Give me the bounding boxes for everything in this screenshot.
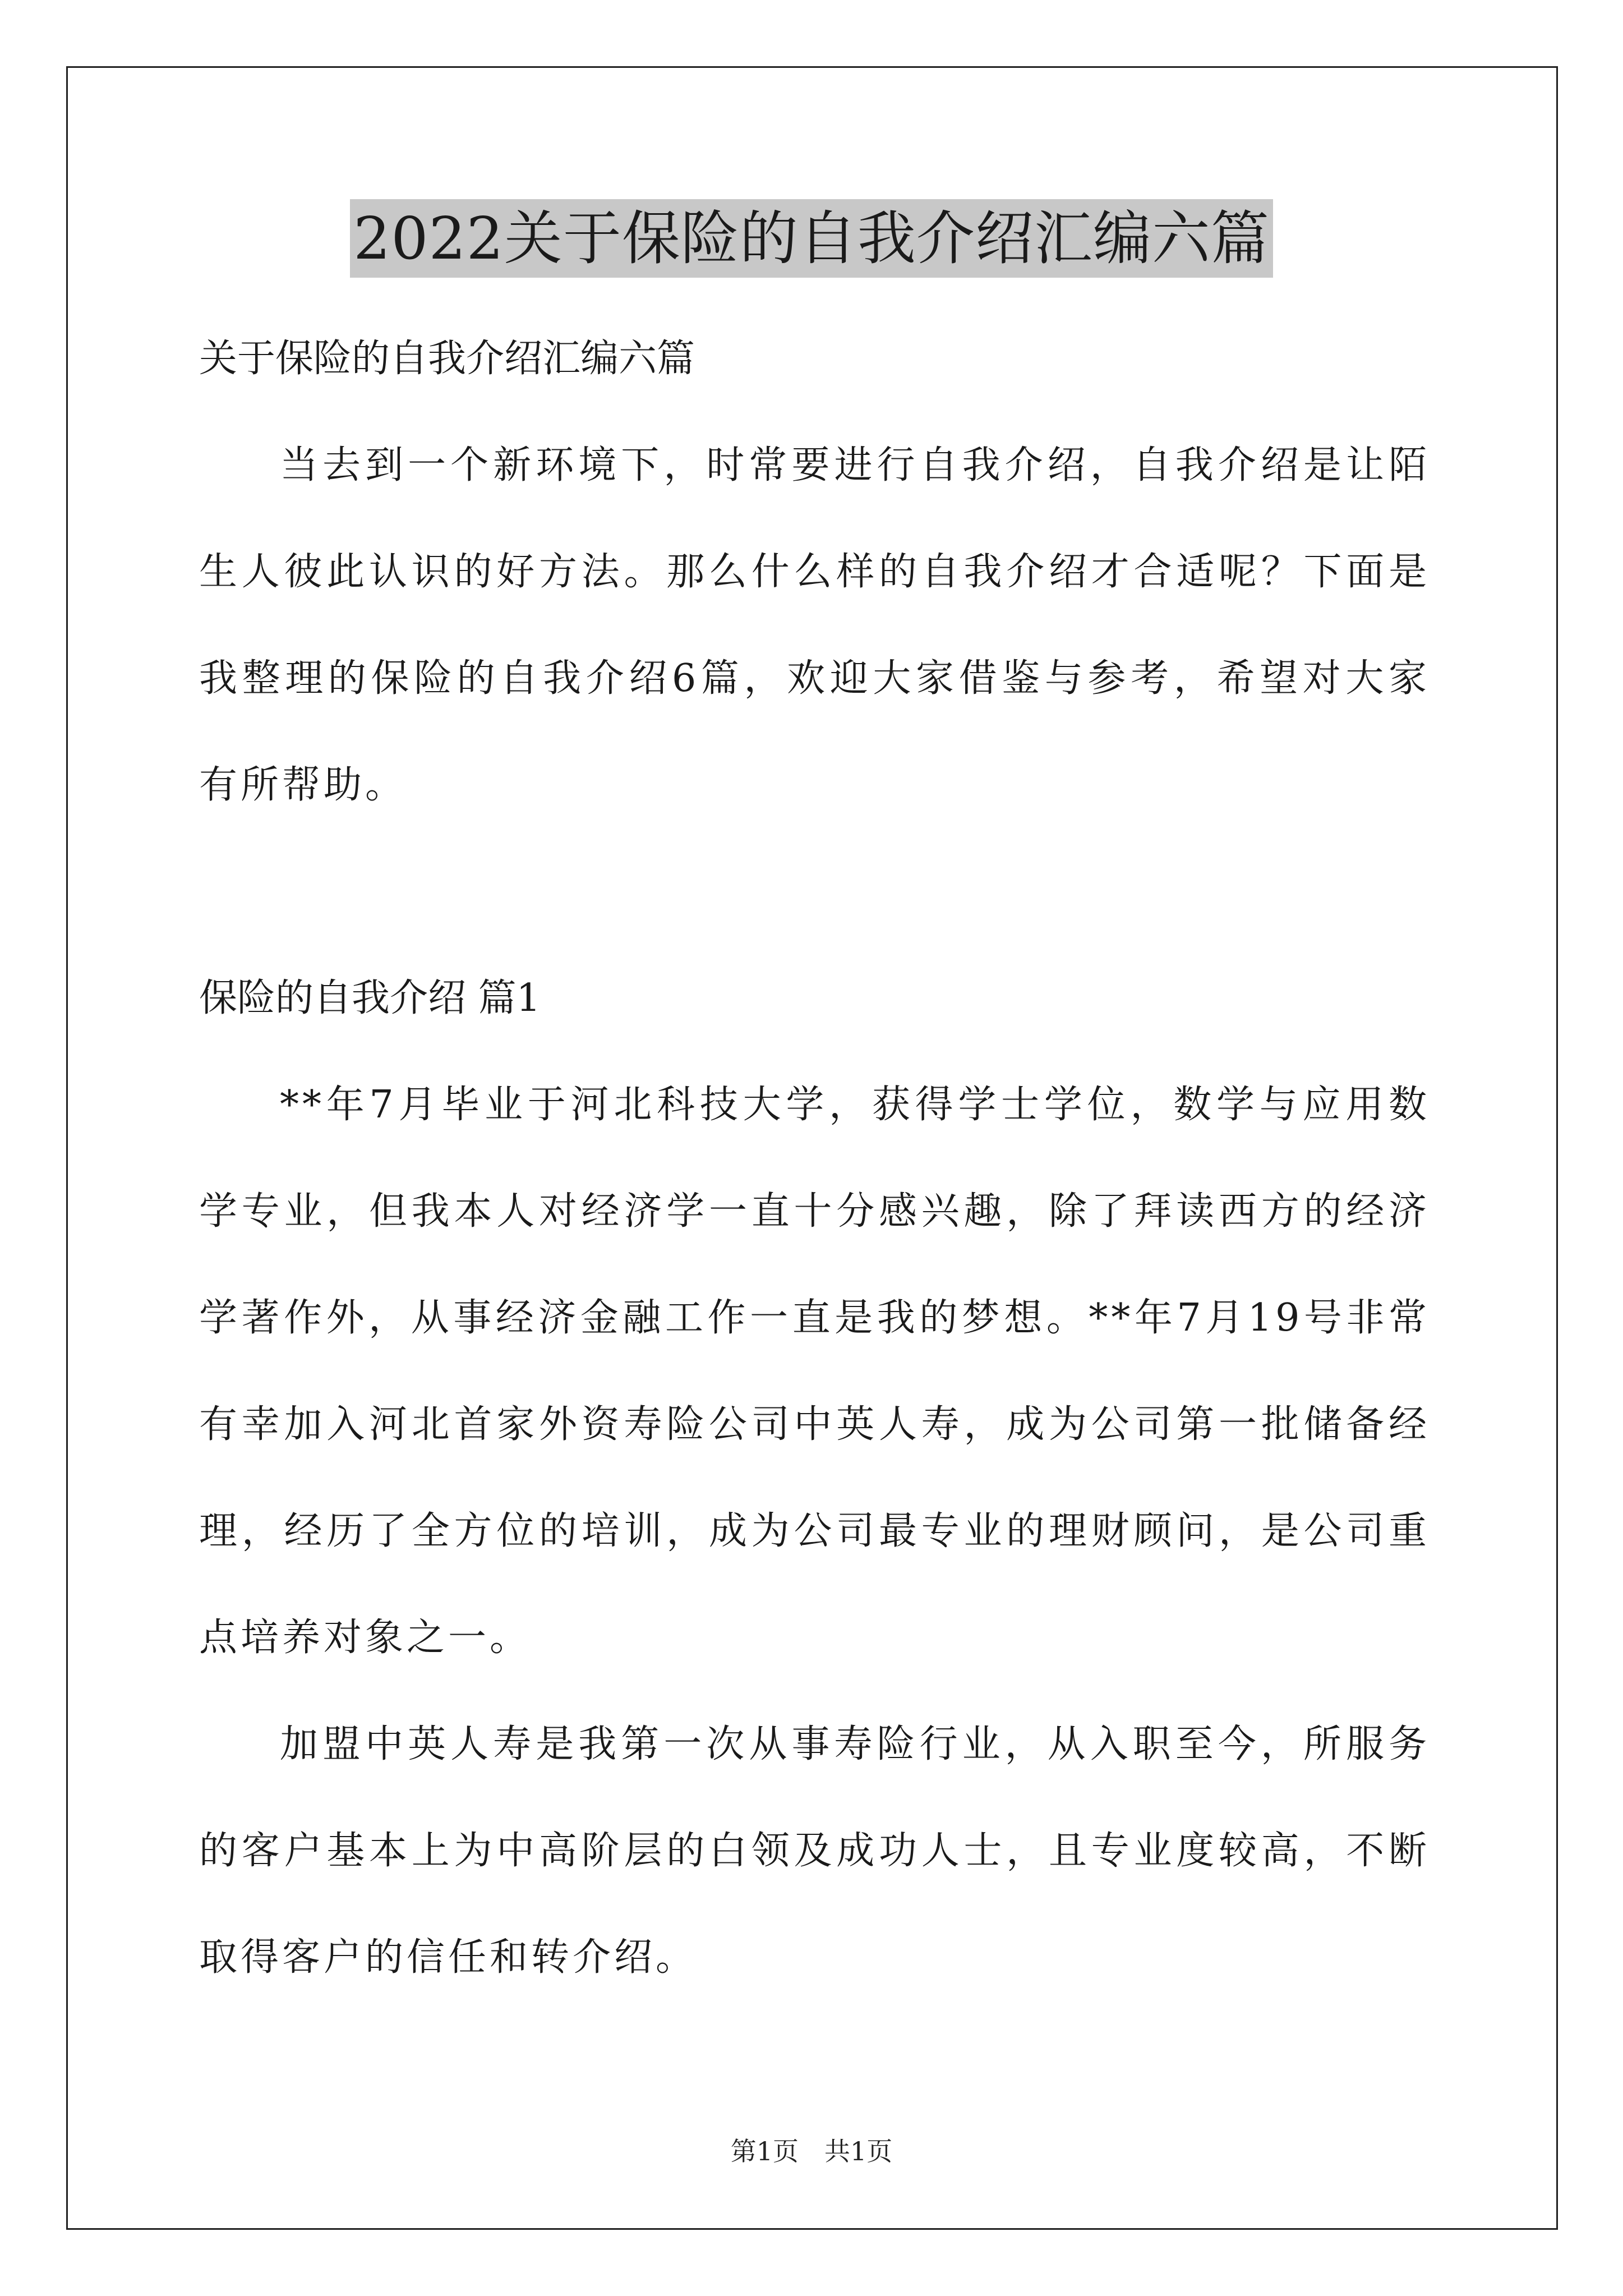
section-heading: 保险的自我介绍 篇1 xyxy=(199,976,541,1020)
spacer xyxy=(199,839,1430,945)
document-title: 2022关于保险的自我介绍汇编六篇 xyxy=(350,199,1273,278)
title-container xyxy=(0,199,1623,278)
document-body xyxy=(199,306,1430,2011)
intro-paragraph: 当去到一个新环境下，时常要进行自我介绍，自我介绍是让陌生人彼此认识的好方法。那么什么样的自我介绍才合适呢？下面是我整理的保险的自我介绍6篇，欢迎大家借鉴与参考，希望对大家有所帮助。 xyxy=(199,443,1430,807)
document-subtitle: 关于保险的自我介绍汇编六篇 xyxy=(199,337,695,381)
page-footer: 第1页 共1页 xyxy=(730,2136,893,2166)
section-paragraph: **年7月毕业于河北科技大学，获得学士学位，数学与应用数学专业，但我本人对经济学一直十分感兴趣，除了拜读西方的经济学著作外，从事经济金融工作一直是我的梦想。**年7月19号非常有幸加入河北首家外资寿险公司中英人寿，成为公司第一批储备经理，经历了全方位的培训，成为公司最专业的理财顾问，是公司重点培养对象之一。 xyxy=(199,1083,1430,1660)
section-paragraph: 加盟中英人寿是我第一次从事寿险行业，从入职至今，所服务的客户基本上为中高阶层的白领及成功人士，且专业度较高，不断取得客户的信任和转介绍。 xyxy=(199,1722,1430,1980)
